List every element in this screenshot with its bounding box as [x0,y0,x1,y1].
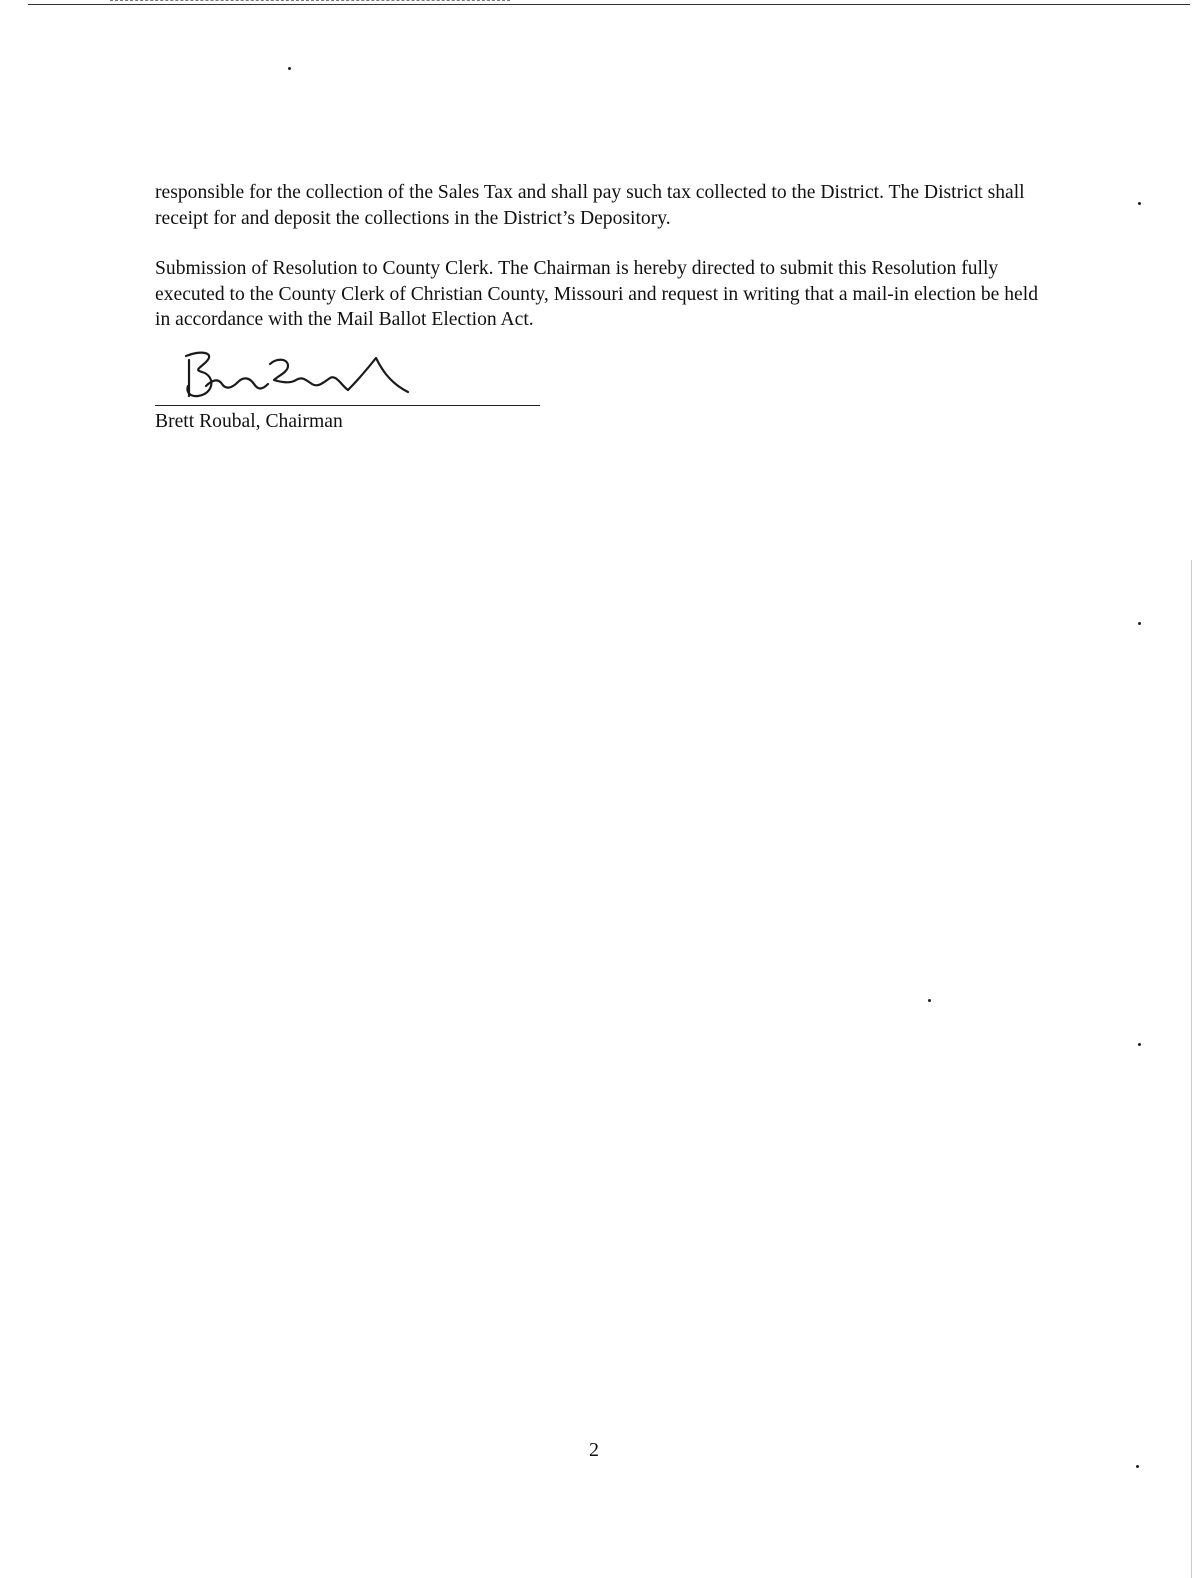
paragraph-sales-tax-collection: responsible for the collection of the Sales Tax and shall pay such tax collected to the District. The District shall receipt for and deposit the collections in the District’s Depository. [155,182,1025,229]
scan-speck [1138,622,1141,625]
scan-top-rule-faint [110,0,510,1]
scan-speck [928,999,931,1002]
scan-top-rule [28,4,1190,5]
scan-speck [1136,1465,1139,1468]
scan-right-edge [1191,560,1192,1578]
handwritten-signature [172,346,432,406]
page-number: 2 [589,1439,599,1461]
scan-speck [288,67,291,70]
paragraph-submission-to-county-clerk: Submission of Resolution to County Clerk. The Chairman is hereby directed to submit this Resolution fully executed to the County Clerk of Christian County, Missouri and request in writing that a mail-in election be held in accordance with the Mail Ballot Election Act. [155,258,1038,330]
signer-name: Brett Roubal, Chairman [155,411,343,432]
scan-speck [1138,1043,1141,1046]
signature-line [155,405,540,406]
scan-speck [1138,202,1141,205]
